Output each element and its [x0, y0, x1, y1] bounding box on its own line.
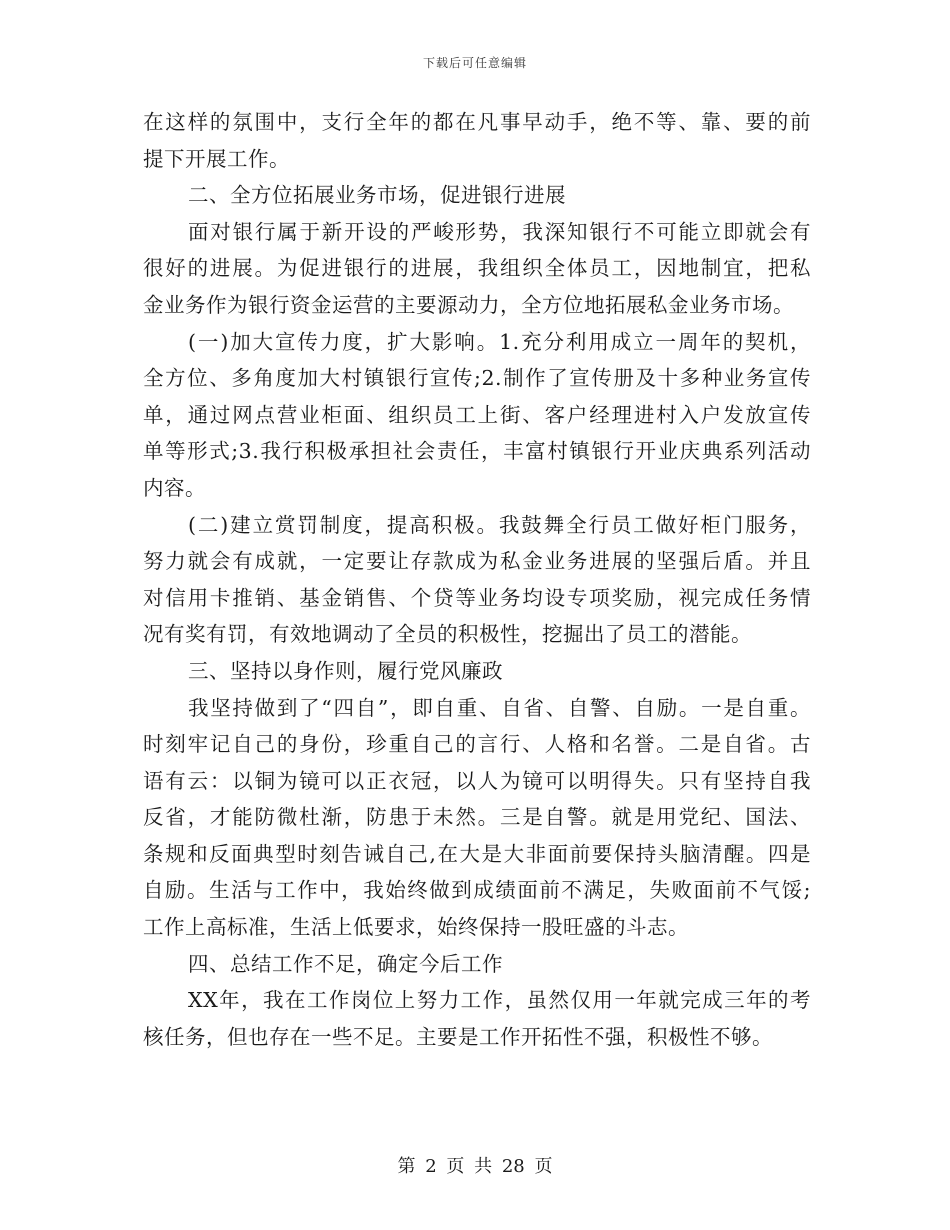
text-line: 单，通过网点营业柜面、组织员工上街、客户经理进村入户发放宣传 — [143, 402, 811, 427]
text-line: 单等形式;3.我行积极承担社会责任，丰富村镇银行开业庆典系列活动 — [143, 439, 811, 464]
text-line: 况有奖有罚，有效地调动了全员的积极性，挖掘出了员工的潜能。 — [143, 622, 752, 647]
text-line: (二)建立赏罚制度，提高积极。我鼓舞全行员工做好柜门服务， — [188, 512, 811, 537]
text-line: 金业务作为银行资金运营的主要源动力，全方位地拓展私金业务市场。 — [143, 292, 794, 317]
text-line: 内容。 — [143, 475, 206, 500]
page-header: 下载后可任意编辑 — [422, 56, 527, 70]
text-line: 三、坚持以身作则，履行党风廉政 — [188, 658, 503, 683]
text-line: 在这样的氛围中，支行全年的都在凡事早动手，绝不等、靠、要的前 — [143, 110, 811, 134]
text-line: 对信用卡推销、基金销售、个贷等业务均设专项奖励，视完成任务情 — [143, 585, 811, 610]
text-line: 时刻牢记自己的身份，珍重自己的言行、人格和名誉。二是自省。古 — [143, 732, 811, 757]
text-line: 反省，才能防微杜渐，防患于未然。三是自警。就是用党纪、国法、 — [143, 805, 811, 830]
text-line: 二、全方位拓展业务市场，促进银行进展 — [188, 183, 566, 208]
document-body — [143, 104, 811, 1055]
text-line: 条规和反面典型时刻告诫自己,在大是大非面前要保持头脑清醒。四是 — [143, 841, 811, 866]
text-line: 核任务，但也存在一些不足。主要是工作开拓性不强，积极性不够。 — [143, 1024, 773, 1049]
text-line: 很好的进展。为促进银行的进展，我组织全体员工，因地制宜，把私 — [143, 256, 811, 281]
text-line: 努力就会有成就，一定要让存款成为私金业务进展的坚强后盾。并且 — [143, 549, 811, 574]
text-line: (一)加大宣传力度，扩大影响。1.充分利用成立一周年的契机， — [188, 329, 811, 354]
text-line: 我坚持做到了“四自”，即自重、自省、自警、自励。一是自重。 — [188, 695, 811, 720]
text-line: 四、总结工作不足，确定今后工作 — [188, 951, 503, 976]
text-line: 自励。生活与工作中，我始终做到成绩面前不满足，失败面前不气馁; — [143, 878, 811, 903]
text-line: 语有云：以铜为镜可以正衣冠，以人为镜可以明得失。只有坚持自我 — [143, 768, 811, 793]
page-number: 第 2 页 共 28 页 — [397, 1156, 553, 1177]
text-line: 全方位、多角度加大村镇银行宣传;2.制作了宣传册及十多种业务宣传 — [143, 366, 811, 391]
text-line: 提下开展工作。 — [143, 146, 290, 171]
text-line: 面对银行属于新开设的严峻形势，我深知银行不可能立即就会有 — [188, 219, 811, 244]
text-line: 工作上高标准，生活上低要求，始终保持一股旺盛的斗志。 — [143, 915, 689, 940]
text-line: XX年，我在工作岗位上努力工作，虽然仅用一年就完成三年的考 — [188, 988, 811, 1013]
